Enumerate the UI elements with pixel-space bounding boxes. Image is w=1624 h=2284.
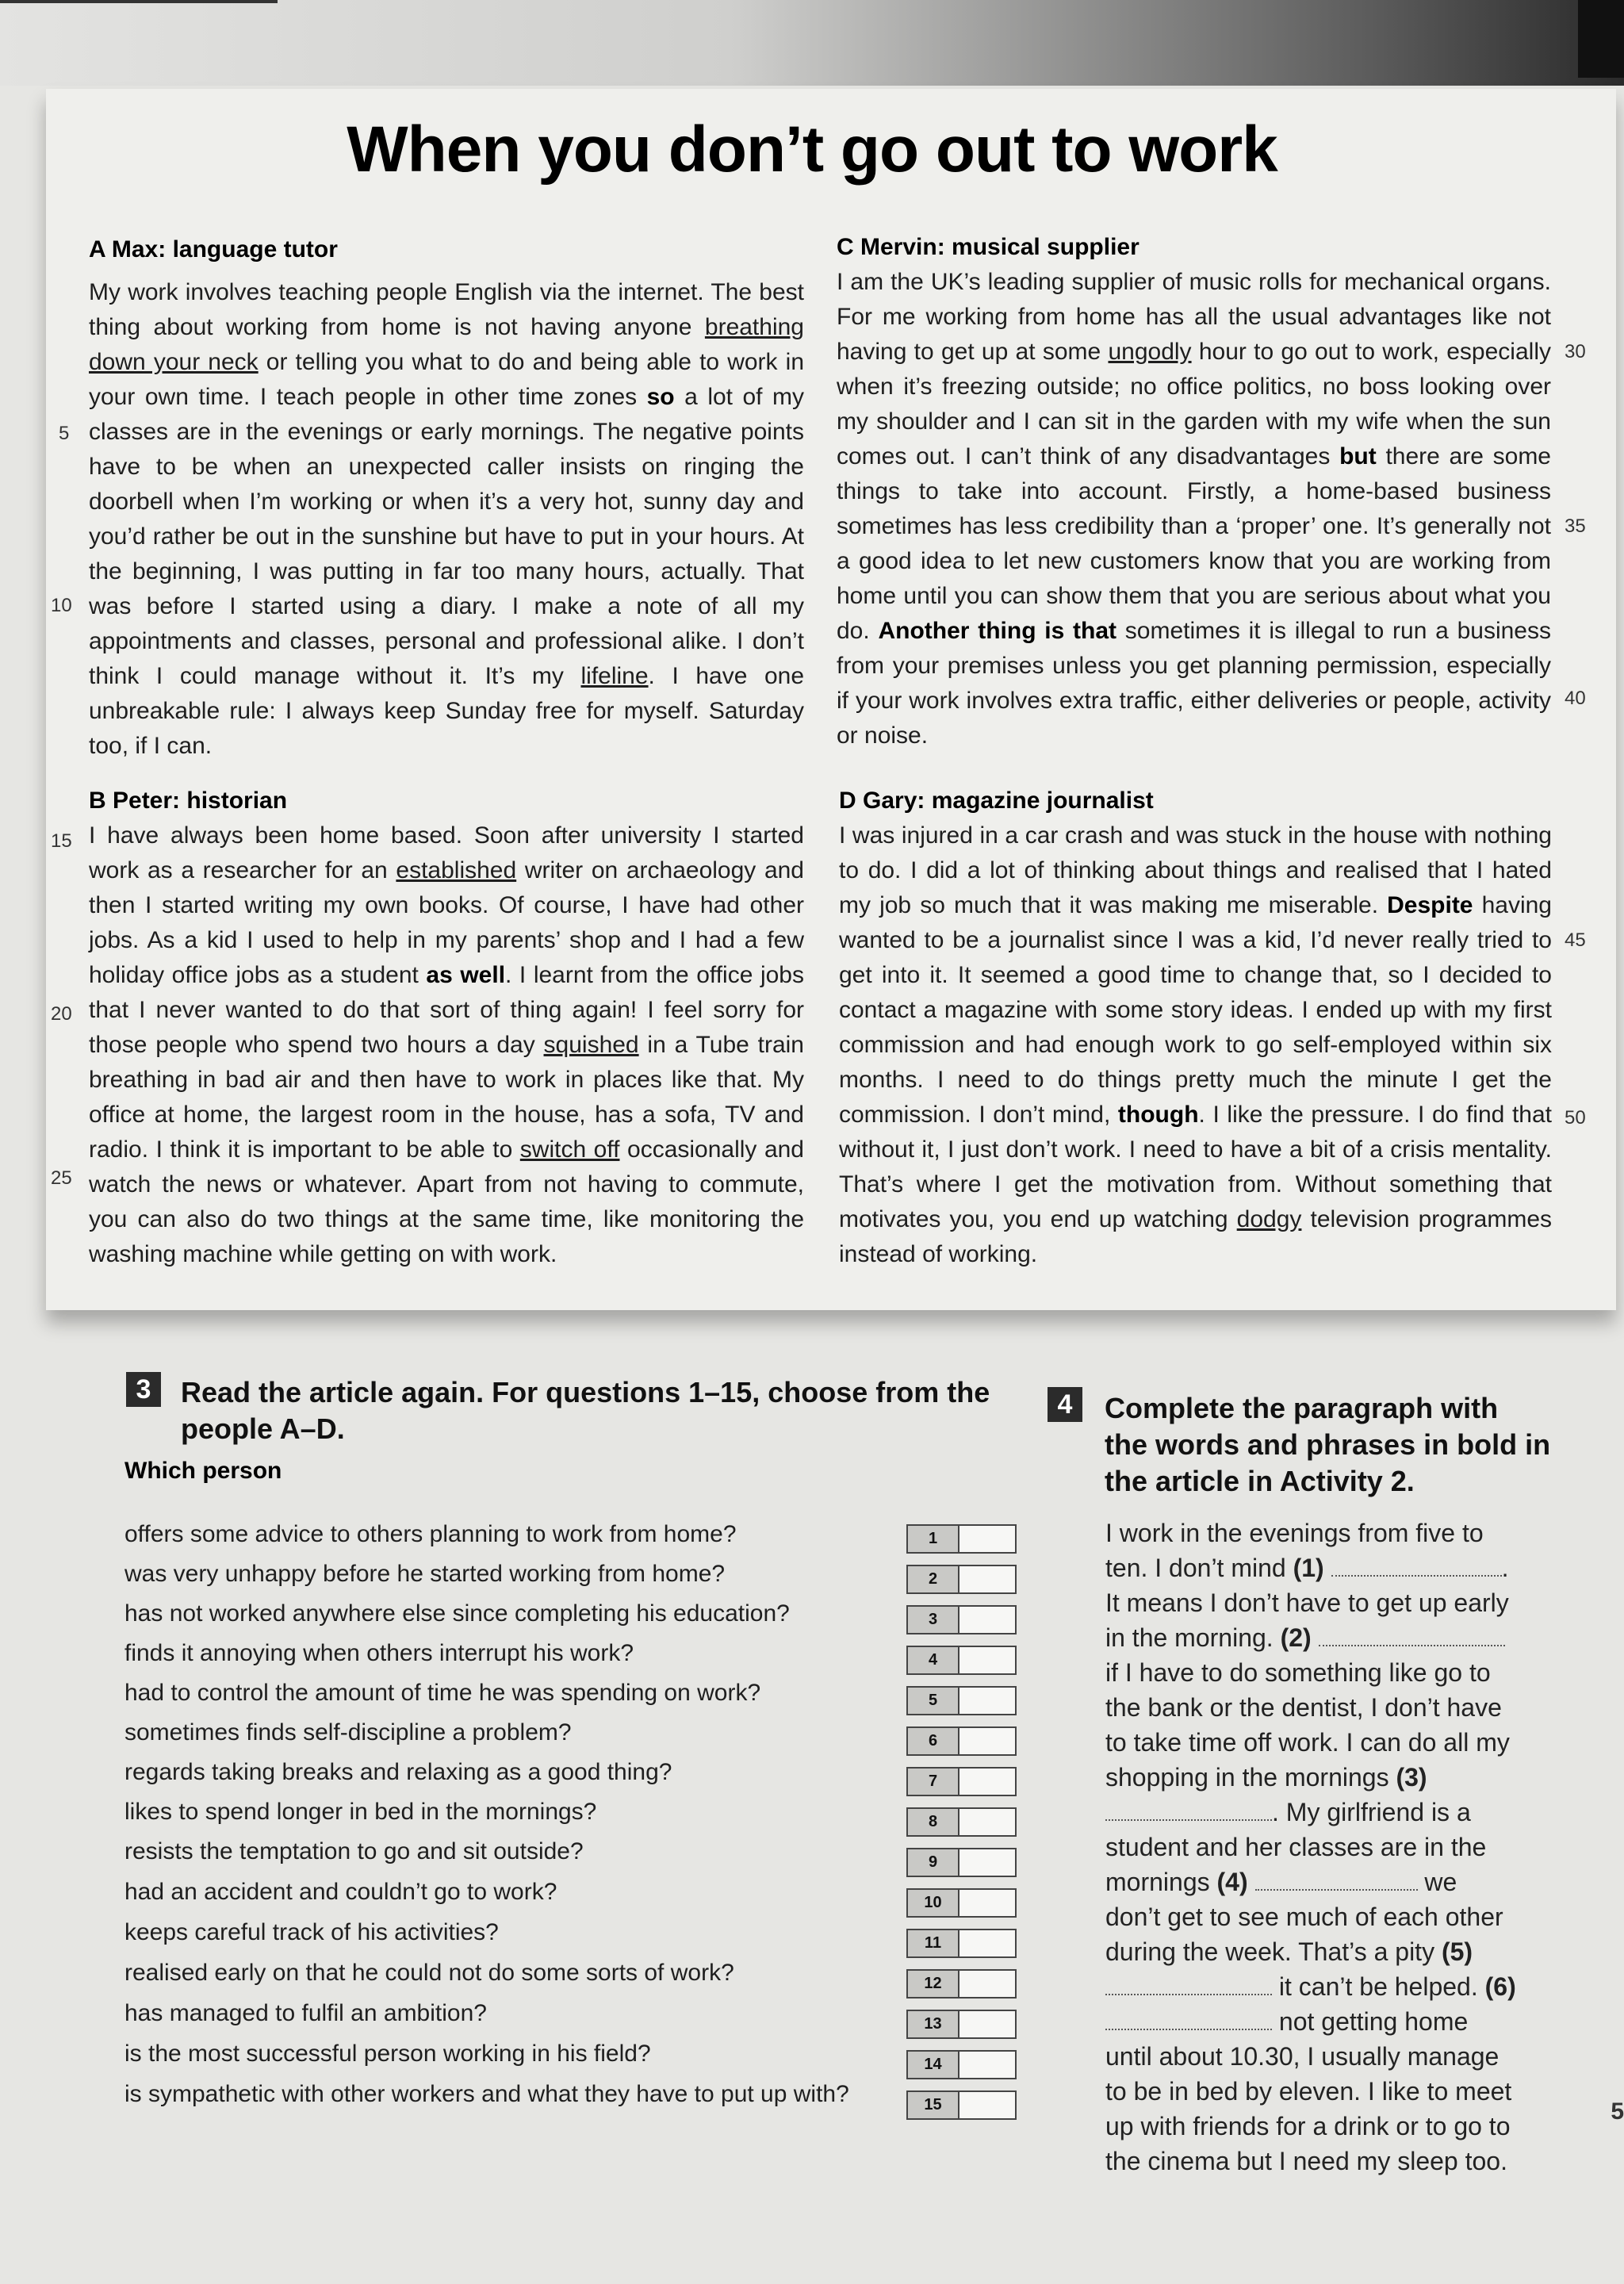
article-b-heading: B Peter: historian	[89, 788, 288, 814]
page-tab	[1578, 0, 1624, 78]
question-text: is sympathetic with other workers and what they have to put up with?	[124, 2081, 849, 2107]
line-number: 35	[1565, 515, 1586, 537]
top-rule	[0, 0, 278, 3]
line-number: 15	[51, 830, 72, 852]
article-a-heading: A Max: language tutor	[89, 236, 338, 263]
gap-6[interactable]	[1105, 2013, 1272, 2030]
question-text: sometimes finds self-discipline a problem?	[124, 1719, 572, 1746]
article-d-heading: D Gary: magazine journalist	[839, 788, 1154, 814]
article-a	[89, 232, 804, 764]
answer-box-9[interactable]	[958, 1848, 1017, 1877]
answer-box-7[interactable]	[958, 1767, 1017, 1796]
answer-box-6[interactable]	[958, 1726, 1017, 1756]
question-text: had an accident and couldn’t go to work?	[124, 1879, 557, 1905]
question-number: 7	[906, 1767, 959, 1796]
answer-box-15[interactable]	[958, 2090, 1017, 2120]
answer-box-10[interactable]	[958, 1888, 1017, 1918]
task4-number-badge: 4	[1048, 1387, 1082, 1422]
task3-title: Read the article again. For questions 1–15, choose from the people A–D.	[181, 1376, 990, 1445]
article-c-text: I am the UK’s leading supplier of music rolls for mechanical organs. For me working from home has all the usual advantages like not having to get up at some ungodly hour to go out to work, especially when it’s freezing outside; no office politics, no boss looking over my shoulder and I can sit in the garden with my wife when the sun comes out. I can’t think of any disadvantages but there are some things to take into account. Firstly, a home-based business sometimes has less credibility than a ‘proper’ one. It’s generally not a good idea to let new customers know that you are working from home until you can show them that you are serious about what you do. Another thing is that sometimes it is illegal to run a business from your premises unless you get planning permission, especially if your work involves extra traffic, either deliveries or people, activity or noise.	[837, 269, 1551, 749]
line-number: 25	[51, 1167, 72, 1189]
question-text: likes to spend longer in bed in the mornings?	[124, 1799, 597, 1825]
question-text: keeps careful track of his activities?	[124, 1919, 499, 1945]
question-number: 13	[906, 2010, 959, 2039]
question-text: was very unhappy before he started working from home?	[124, 1561, 726, 1587]
answer-box-14[interactable]	[958, 2050, 1017, 2079]
question-text: finds it annoying when others interrupt his work?	[124, 1640, 634, 1666]
question-number: 15	[906, 2090, 959, 2120]
line-number: 45	[1565, 929, 1586, 951]
question-text: realised early on that he could not do some sorts of work?	[124, 1960, 734, 1986]
article-c	[837, 230, 1551, 753]
answer-box-8[interactable]	[958, 1807, 1017, 1837]
gap-1[interactable]	[1331, 1559, 1502, 1577]
which-person-label: Which person	[124, 1458, 282, 1484]
article-d-text: I was injured in a car crash and was stuck in the house with nothing to do. I did a lot of thinking about things and realised that I hated my job so much that it was making me miserable. Despite having wanted to be a journalist since I was a kid, I’d never really tried to get into it. It seemed a good time to change that, so I decided to contact a magazine with some story ideas. I ended up with my first commission and had enough work to go self-employed within six months. I need to do things pretty much the minute I get the commission. I don’t mind, though. I like the pressure. I do find that without it, I just don’t work. I need to have a bit of a crisis mentality. That’s where I get the motivation from. Without something that motivates you, you end up watching dodgy television programmes instead of working.	[839, 822, 1553, 1267]
answer-box-4[interactable]	[958, 1646, 1017, 1675]
question-number: 3	[906, 1605, 959, 1634]
question-text: regards taking breaks and relaxing as a good thing?	[124, 1759, 672, 1785]
gap-5[interactable]	[1105, 1978, 1272, 1995]
question-text: resists the temptation to go and sit outside?	[124, 1838, 584, 1864]
article-c-heading: C Mervin: musical supplier	[837, 234, 1139, 260]
answer-box-5[interactable]	[958, 1686, 1017, 1715]
question-number: 10	[906, 1888, 959, 1918]
gap-fill-paragraph: I work in the evenings from five to ten. I don’t mind (1) . It means I don’t have to get up early in the morning. (2) if I have to do something like go to the bank or the dentist, I don’t have to take time off work. I can do all my shopping in the mornings (3) . My girlfriend is a student and her classes are in the mornings (4) we don’t get to see much of each other during the week. That’s a pity (5) it can’t be helped. (6) not getting home until about 10.30, I usually manage to be in bed by eleven. I like to meet up with friends for a drink or to go to the cinema but I need my sleep too.	[1105, 1519, 1516, 2175]
line-number: 50	[1565, 1107, 1586, 1129]
question-text: has managed to fulfil an ambition?	[124, 2000, 487, 2026]
question-text: had to control the amount of time he was spending on work?	[124, 1680, 761, 1706]
answer-box-11[interactable]	[958, 1929, 1017, 1958]
question-number: 6	[906, 1726, 959, 1756]
question-text: is the most successful person working in his field?	[124, 2041, 651, 2067]
article-d	[839, 784, 1552, 1272]
page-number-corner: 5	[1611, 2098, 1624, 2125]
question-text: has not worked anywhere else since completing his education?	[124, 1600, 790, 1627]
answer-box-1[interactable]	[958, 1524, 1017, 1554]
page-top-band	[0, 0, 1624, 86]
question-number: 8	[906, 1807, 959, 1837]
question-number: 12	[906, 1969, 959, 1998]
line-number: 5	[59, 423, 70, 444]
question-number: 2	[906, 1565, 959, 1594]
article-title: When you don’t go out to work	[347, 113, 1277, 186]
question-number: 5	[906, 1686, 959, 1715]
question-number: 14	[906, 2050, 959, 2079]
answer-box-2[interactable]	[958, 1565, 1017, 1594]
line-number: 10	[51, 595, 72, 616]
task4-title: Complete the paragraph with the words and phrases in bold in the article in Activity 2.	[1105, 1392, 1551, 1497]
question-text: offers some advice to others planning to work from home?	[124, 1521, 737, 1547]
line-number: 20	[51, 1003, 72, 1025]
question-number: 1	[906, 1524, 959, 1554]
article-b-text: I have always been home based. Soon after university I started work as a researcher for an established writer on archaeology and then I started writing my own books. Of course, I have had other jobs. As a kid I used to help in my parents’ shop and I had a few holiday office jobs as a student as well. I learnt from the office jobs that I never wanted to do that sort of thing again! I feel sorry for those people who spend two hours a day squished in a Tube train breathing in bad air and then have to work in places like that. My office at home, the largest room in the house, has a sofa, TV and radio. I think it is important to be able to switch off occasionally and watch the news or whatever. Apart from not having to commute, you can also do two things at the same time, like monitoring the washing machine while getting on with work.	[89, 822, 804, 1267]
question-number: 11	[906, 1929, 959, 1958]
task3-number-badge: 3	[126, 1372, 161, 1407]
question-number: 4	[906, 1646, 959, 1675]
article-a-text: My work involves teaching people English via the internet. The best thing about working from home is not having anyone breathing down your neck or telling you what to do and being able to work in your own time. I teach people in other time zones so a lot of my classes are in the evenings or early mornings. The negative points have to be when an unexpected caller insists on ringing the doorbell when I’m working or when it’s a very hot, sunny day and you’d rather be out in the sunshine but have to put in your hours. At the beginning, I was putting in far too many hours, actually. That was before I started using a diary. I make a note of all my appointments and classes, personal and professional alike. I don’t think I could manage without it. It’s my lifeline. I have one unbreakable rule: I always keep Sunday free for myself. Saturday too, if I can.	[89, 279, 805, 759]
answer-box-12[interactable]	[958, 1969, 1017, 1998]
gap-2[interactable]	[1319, 1629, 1505, 1646]
question-number: 9	[906, 1848, 959, 1877]
gap-4[interactable]	[1255, 1873, 1418, 1891]
line-number: 30	[1565, 341, 1586, 362]
answer-box-3[interactable]	[958, 1605, 1017, 1634]
gap-3[interactable]	[1105, 1803, 1272, 1821]
answer-box-13[interactable]	[958, 2010, 1017, 2039]
article-b	[89, 784, 804, 1272]
line-number: 40	[1565, 688, 1586, 709]
